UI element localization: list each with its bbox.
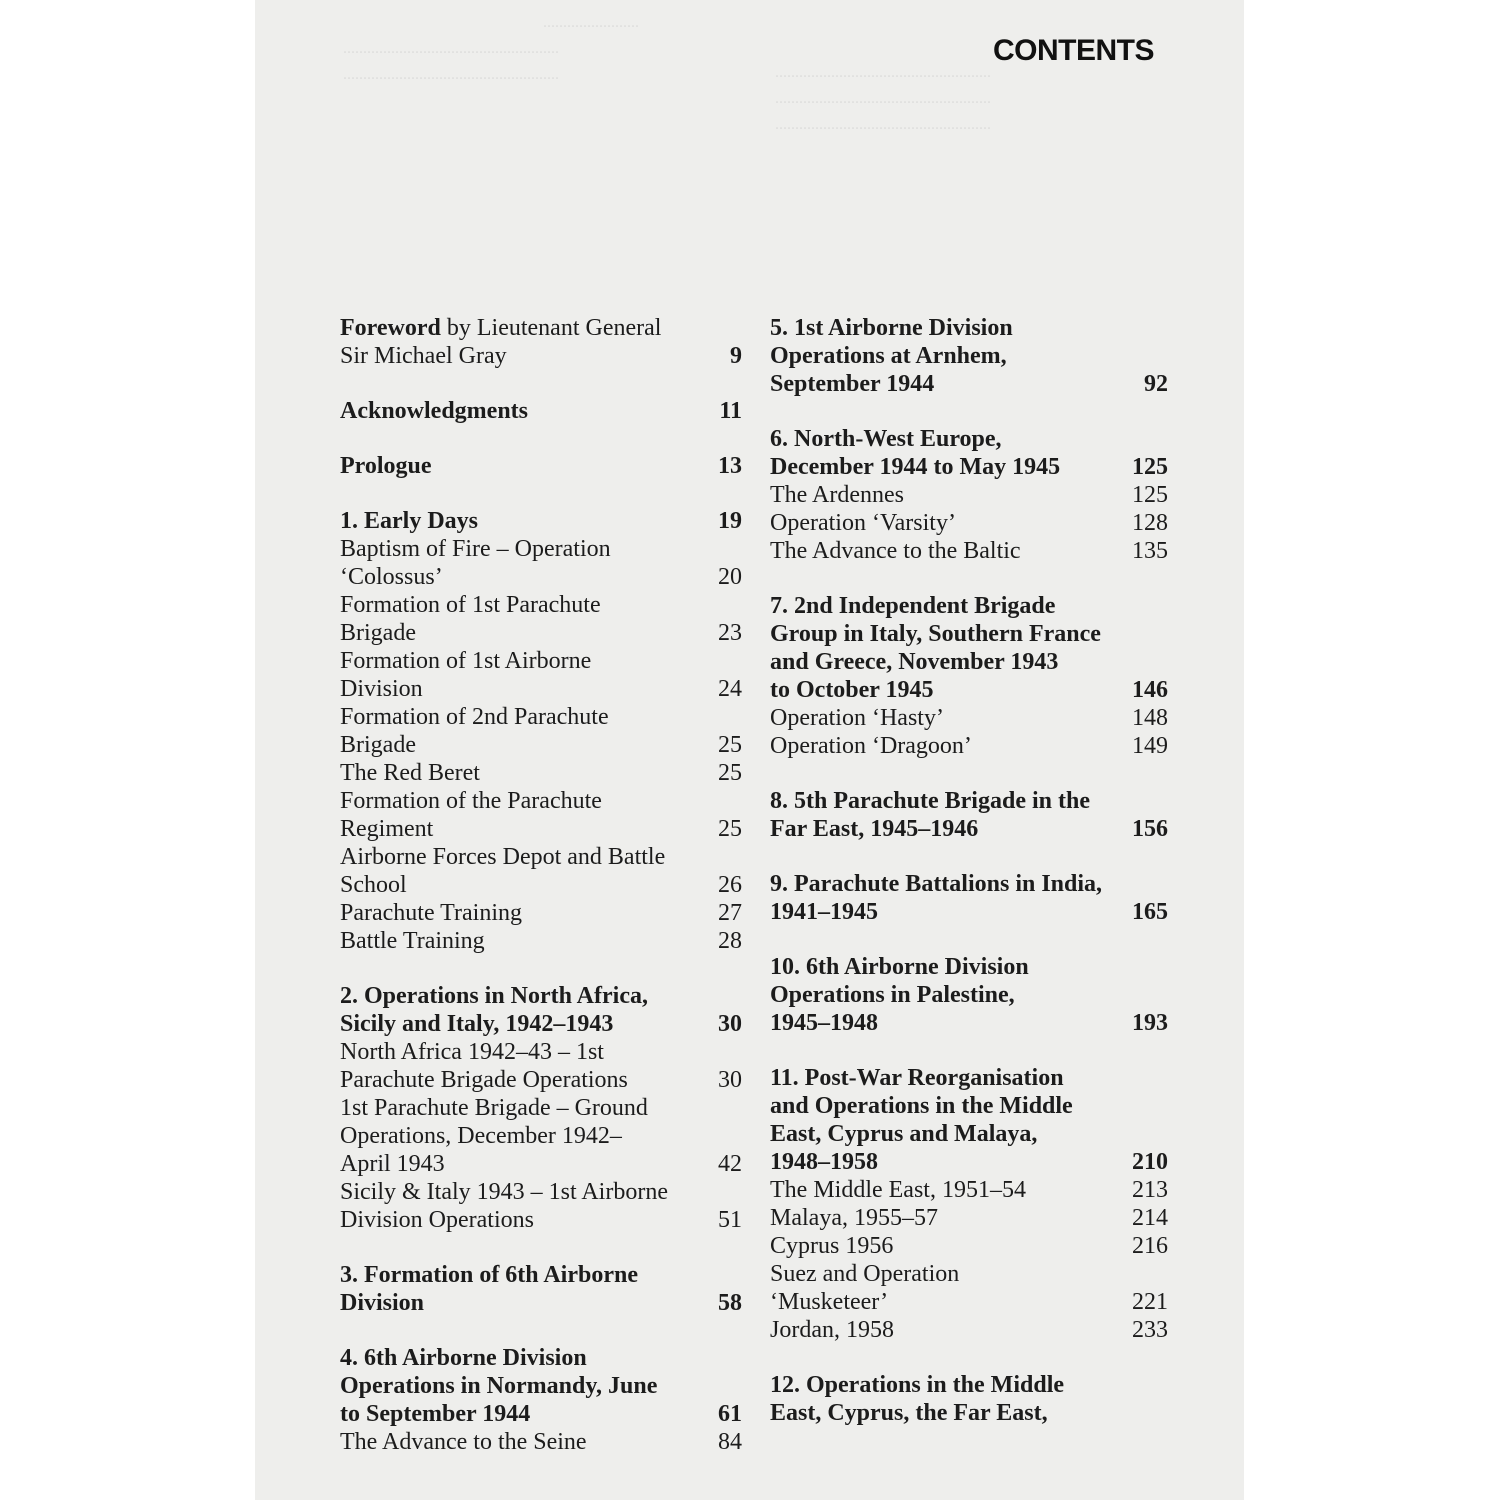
page-number: 19 <box>718 508 742 534</box>
toc-subentry <box>340 759 742 787</box>
entry-title: by Lieutenant General Sir Michael Gray <box>340 315 662 369</box>
chapter-heading <box>770 425 1168 481</box>
page-number: 125 <box>1132 454 1168 480</box>
entry-title: 1. Early Days <box>340 508 478 534</box>
page-number: 148 <box>1132 705 1168 731</box>
page-number: 213 <box>1132 1177 1168 1203</box>
entry-title: Operation ‘Varsity’ <box>770 510 956 536</box>
entry-title: Formation of the Parachute Regiment <box>340 788 602 842</box>
entry-title: 1st Parachute Brigade – Ground Operations, December 1942– April 1943 <box>340 1095 648 1177</box>
page-number: 146 <box>1132 677 1168 703</box>
page-number: 128 <box>1132 510 1168 536</box>
entry-title: Malaya, 1955–57 <box>770 1205 938 1231</box>
entry-title: The Advance to the Seine <box>340 1429 587 1455</box>
entry-title: Cyprus 1956 <box>770 1233 894 1259</box>
page-number: 210 <box>1132 1149 1168 1175</box>
page-number: 58 <box>718 1290 742 1316</box>
chapter-heading <box>340 982 742 1038</box>
toc-subentry <box>340 591 742 647</box>
toc-entry <box>340 397 742 425</box>
entry-title: The Ardennes <box>770 482 904 508</box>
entry-title: 10. 6th Airborne Division Operations in Palestine, 1945–1948 <box>770 954 1029 1036</box>
toc-subentry <box>770 1260 1168 1316</box>
show-through-text: ........................ ...................................................... ...................................................... <box>343 14 639 83</box>
page-number: 42 <box>718 1151 742 1177</box>
entry-lead-title: Foreword <box>340 315 441 341</box>
entry-title: Formation of 1st Parachute Brigade <box>340 592 601 646</box>
page-title: CONTENTS <box>993 34 1154 67</box>
toc-subentry <box>770 481 1168 509</box>
toc-subentry <box>770 732 1168 760</box>
entry-title: Formation of 2nd Parachute Brigade <box>340 704 609 758</box>
toc-entry <box>340 314 742 370</box>
toc-subentry <box>340 1038 742 1094</box>
page-number: 214 <box>1132 1205 1168 1231</box>
toc-subentry <box>340 535 742 591</box>
entry-title-group <box>340 314 686 370</box>
page-number: 27 <box>718 900 742 926</box>
page-number: 26 <box>718 872 742 898</box>
toc-subentry <box>770 1204 1168 1232</box>
page-number: 25 <box>718 760 742 786</box>
entry-title: The Advance to the Baltic <box>770 538 1021 564</box>
entry-title: 7. 2nd Independent Brigade Group in Italy, Southern France and Greece, November 1943 to October 1945 <box>770 593 1101 703</box>
chapter-heading <box>340 507 742 535</box>
page-number: 84 <box>718 1429 742 1455</box>
page-number: 9 <box>730 343 742 369</box>
chapter-heading <box>340 314 742 370</box>
chapter-heading <box>770 870 1168 926</box>
show-through-text-right: ...................................................... ...................................................... ...................................................... <box>775 64 991 133</box>
chapter-heading <box>340 1261 742 1317</box>
toc-subentry <box>340 703 742 759</box>
toc-entry <box>770 787 1168 843</box>
entry-title: North Africa 1942–43 – 1st Parachute Brigade Operations <box>340 1039 628 1093</box>
toc-right-column <box>770 314 1168 1454</box>
toc-subentry <box>340 843 742 899</box>
entry-title: Operation ‘Hasty’ <box>770 705 944 731</box>
toc-entry <box>770 592 1168 760</box>
entry-title: 5. 1st Airborne Division Operations at Arnhem, September 1944 <box>770 315 1013 397</box>
page-number: 61 <box>718 1401 742 1427</box>
toc-subentry <box>340 899 742 927</box>
page-number: 30 <box>718 1067 742 1093</box>
page-number: 24 <box>718 676 742 702</box>
chapter-heading <box>770 314 1168 398</box>
page-number: 135 <box>1132 538 1168 564</box>
toc-entry <box>340 1261 742 1317</box>
chapter-heading <box>340 452 742 480</box>
entry-title: Baptism of Fire – Operation ‘Colossus’ <box>340 536 611 590</box>
chapter-heading <box>340 1344 742 1428</box>
page-number: 28 <box>718 928 742 954</box>
chapter-heading <box>340 397 742 425</box>
toc-entry <box>770 1371 1168 1427</box>
entry-title: Sicily & Italy 1943 – 1st Airborne Division Operations <box>340 1179 668 1233</box>
chapter-heading <box>770 1064 1168 1176</box>
page-number: 233 <box>1132 1317 1168 1343</box>
page-number: 165 <box>1132 899 1168 925</box>
toc-subentry <box>770 537 1168 565</box>
entry-title: 9. Parachute Battalions in India, 1941–1945 <box>770 871 1103 925</box>
toc-entry <box>340 507 742 955</box>
entry-title: 12. Operations in the Middle East, Cyprus, the Far East, <box>770 1372 1065 1426</box>
page-number: 51 <box>718 1207 742 1233</box>
entry-title: Operation ‘Dragoon’ <box>770 733 972 759</box>
page-number: 156 <box>1132 816 1168 842</box>
toc-subentry <box>770 509 1168 537</box>
toc-entry <box>770 425 1168 565</box>
entry-title: Jordan, 1958 <box>770 1317 894 1343</box>
page-number: 25 <box>718 732 742 758</box>
toc-entry <box>770 1064 1168 1344</box>
toc-subentry <box>770 1176 1168 1204</box>
chapter-heading <box>770 953 1168 1037</box>
page-number: 125 <box>1132 482 1168 508</box>
toc-left-column <box>340 314 742 1483</box>
page-number: 149 <box>1132 733 1168 759</box>
toc-subentry <box>340 787 742 843</box>
page-number: 25 <box>718 816 742 842</box>
entry-title: Formation of 1st Airborne Division <box>340 648 592 702</box>
entry-title: 2. Operations in North Africa, Sicily and Italy, 1942–1943 <box>340 983 648 1037</box>
chapter-heading <box>770 592 1168 704</box>
entry-title: Battle Training <box>340 928 485 954</box>
page-number: 193 <box>1132 1010 1168 1036</box>
page-number: 11 <box>719 398 742 424</box>
entry-title: The Middle East, 1951–54 <box>770 1177 1026 1203</box>
book-page <box>255 0 1244 1500</box>
chapter-heading <box>770 1371 1168 1427</box>
entry-title: 8. 5th Parachute Brigade in the Far East, 1945–1946 <box>770 788 1090 842</box>
entry-title: 6. North-West Europe, December 1944 to May 1945 <box>770 426 1061 480</box>
toc-subentry <box>770 1316 1168 1344</box>
entry-title: 4. 6th Airborne Division Operations in Normandy, June to September 1944 <box>340 1345 658 1427</box>
page-number: 92 <box>1144 371 1168 397</box>
toc-entry <box>770 314 1168 398</box>
toc-subentry <box>340 1178 742 1234</box>
toc-subentry <box>340 1094 742 1178</box>
page-number: 20 <box>718 564 742 590</box>
page-number: 30 <box>718 1011 742 1037</box>
toc-subentry <box>340 927 742 955</box>
page-number: 23 <box>718 620 742 646</box>
page-number: 13 <box>718 453 742 479</box>
entry-title: Parachute Training <box>340 900 522 926</box>
chapter-heading <box>770 787 1168 843</box>
toc-entry <box>770 953 1168 1037</box>
entry-title: Prologue <box>340 453 432 479</box>
page-number: 221 <box>1132 1289 1168 1315</box>
page-number: 216 <box>1132 1233 1168 1259</box>
toc-subentry <box>340 1428 742 1456</box>
entry-title: 11. Post-War Reorganisation and Operations in the Middle East, Cyprus and Malaya, 1948–1958 <box>770 1065 1073 1175</box>
toc-subentry <box>770 704 1168 732</box>
entry-title: Acknowledgments <box>340 398 529 424</box>
toc-entry <box>340 982 742 1234</box>
entry-title: Airborne Forces Depot and Battle School <box>340 844 666 898</box>
toc-entry <box>340 1344 742 1456</box>
toc-entry <box>770 870 1168 926</box>
entry-title: The Red Beret <box>340 760 480 786</box>
entry-title: Suez and Operation ‘Musketeer’ <box>770 1261 960 1315</box>
toc-entry <box>340 452 742 480</box>
toc-subentry <box>340 647 742 703</box>
entry-title: 3. Formation of 6th Airborne Division <box>340 1262 638 1316</box>
toc-subentry <box>770 1232 1168 1260</box>
